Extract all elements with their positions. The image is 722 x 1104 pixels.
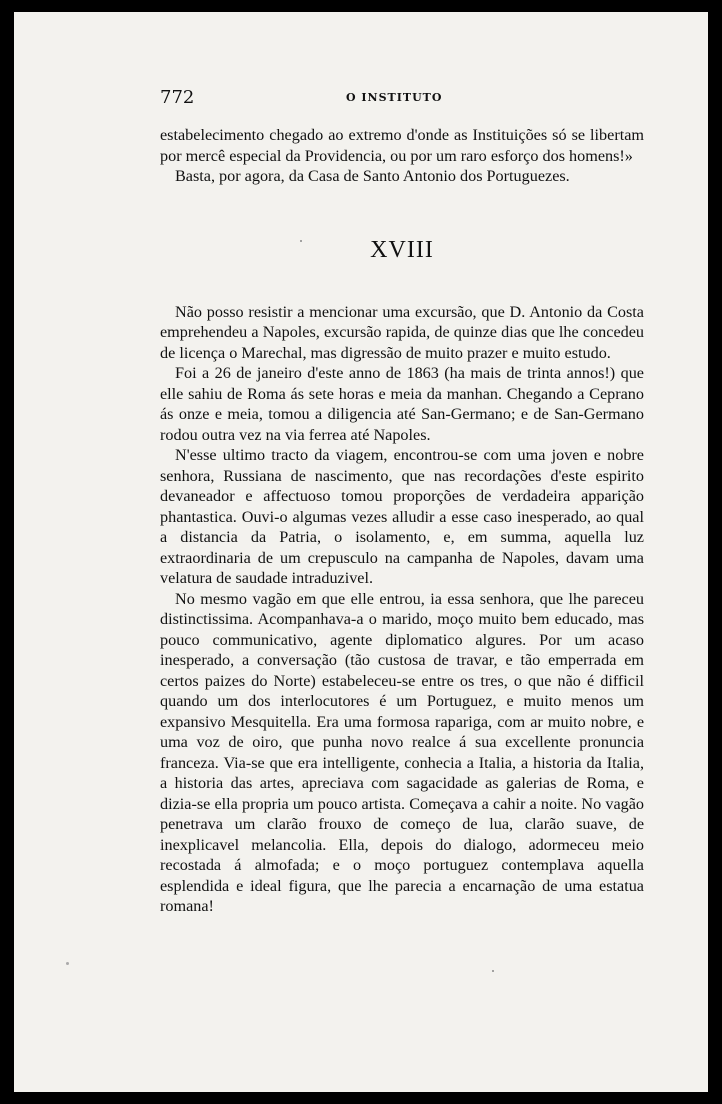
paper-speck bbox=[66, 962, 69, 965]
paragraph: N'esse ultimo tracto da viagem, encontrou-se com uma joven e nobre senhora, Russiana de nascimento, que nas recordações d'este espirito devaneador e affectuoso tomou proporções de verdadeira apparição phantastica. Ouvi-o algumas vezes alludir a esse caso inesperado, ao qual a distancia da Patria, o isolamento, e, em summa, aquella luz extraordinaria de um crepusculo na campanha de Napoles, davam uma velatura de saudade intraduzivel. bbox=[160, 446, 644, 587]
paragraph: Foi a 26 de janeiro d'este anno de 1863 (ha mais de trinta annos!) que elle sahiu de Roma ás sete horas e meia da manhan. Chegando a Ceprano ás onze e meia, tomou a diligencia até San-Germano; e de San-Germano rodou outra vez na via ferrea até Napoles. bbox=[160, 364, 644, 444]
page-number: 772 bbox=[160, 87, 195, 108]
paragraph: Não posso resistir a mencionar uma excursão, que D. Antonio da Costa emprehendeu a Napoles, excursão rapida, de quinze dias que lhe concedeu de licença o Marechal, mas digressão de muito prazer e muito estudo. bbox=[160, 302, 644, 362]
paper-speck bbox=[300, 240, 302, 242]
paragraph: Basta, por agora, da Casa de Santo Antonio dos Portuguezes. bbox=[175, 167, 570, 185]
paragraph: No mesmo vagão em que elle entrou, ia essa senhora, que lhe pareceu distinctissima. Acompanhava-a o marido, moço muito bem educado, mas pouco communicativo, agente diplomatico algures. Por um acaso inesperado, a conversação (tão custosa de travar, e tão emperrada em certos paizes do Norte) estabeleceu-se entre os tres, o que não é difficil quando um dos interlocutores é um Portuguez, e muito menos um expansivo Mesquitella. Era uma formosa rapariga, com ar muito nobre, e uma voz de oiro, que punha novo realce á sua excellente pronuncia franceza. Via-se que era intelligente, conhecia a Italia, a historia da Italia, a historia das artes, apreciava com sagacidade as galerias de Roma, e dizia-se ella propria um pouco artista. Começava a cahir a noite. No vagão penetrava um clarão frouxo de começo de lua, clarão suave, de inexplicavel melancolia. Ella, depois do dialogo, adormeceu meio recostada á almofada; e o moço portuguez contemplava aquella esplendida e ideal figura, que lhe parecia a encarnação de uma estatua romana! bbox=[160, 589, 644, 915]
paragraph-continued: estabelecimento chegado ao extremo d'onde as Instituições só se libertam por mercê especial da Providencia, ou por um raro esforço dos homens!» bbox=[160, 126, 644, 165]
paper-speck bbox=[492, 970, 494, 972]
book-page bbox=[14, 12, 708, 1092]
body-text bbox=[160, 125, 644, 917]
running-title: O INSTITUTO bbox=[346, 91, 443, 104]
page-header bbox=[160, 87, 650, 111]
chapter-heading: XVIII bbox=[370, 236, 434, 263]
